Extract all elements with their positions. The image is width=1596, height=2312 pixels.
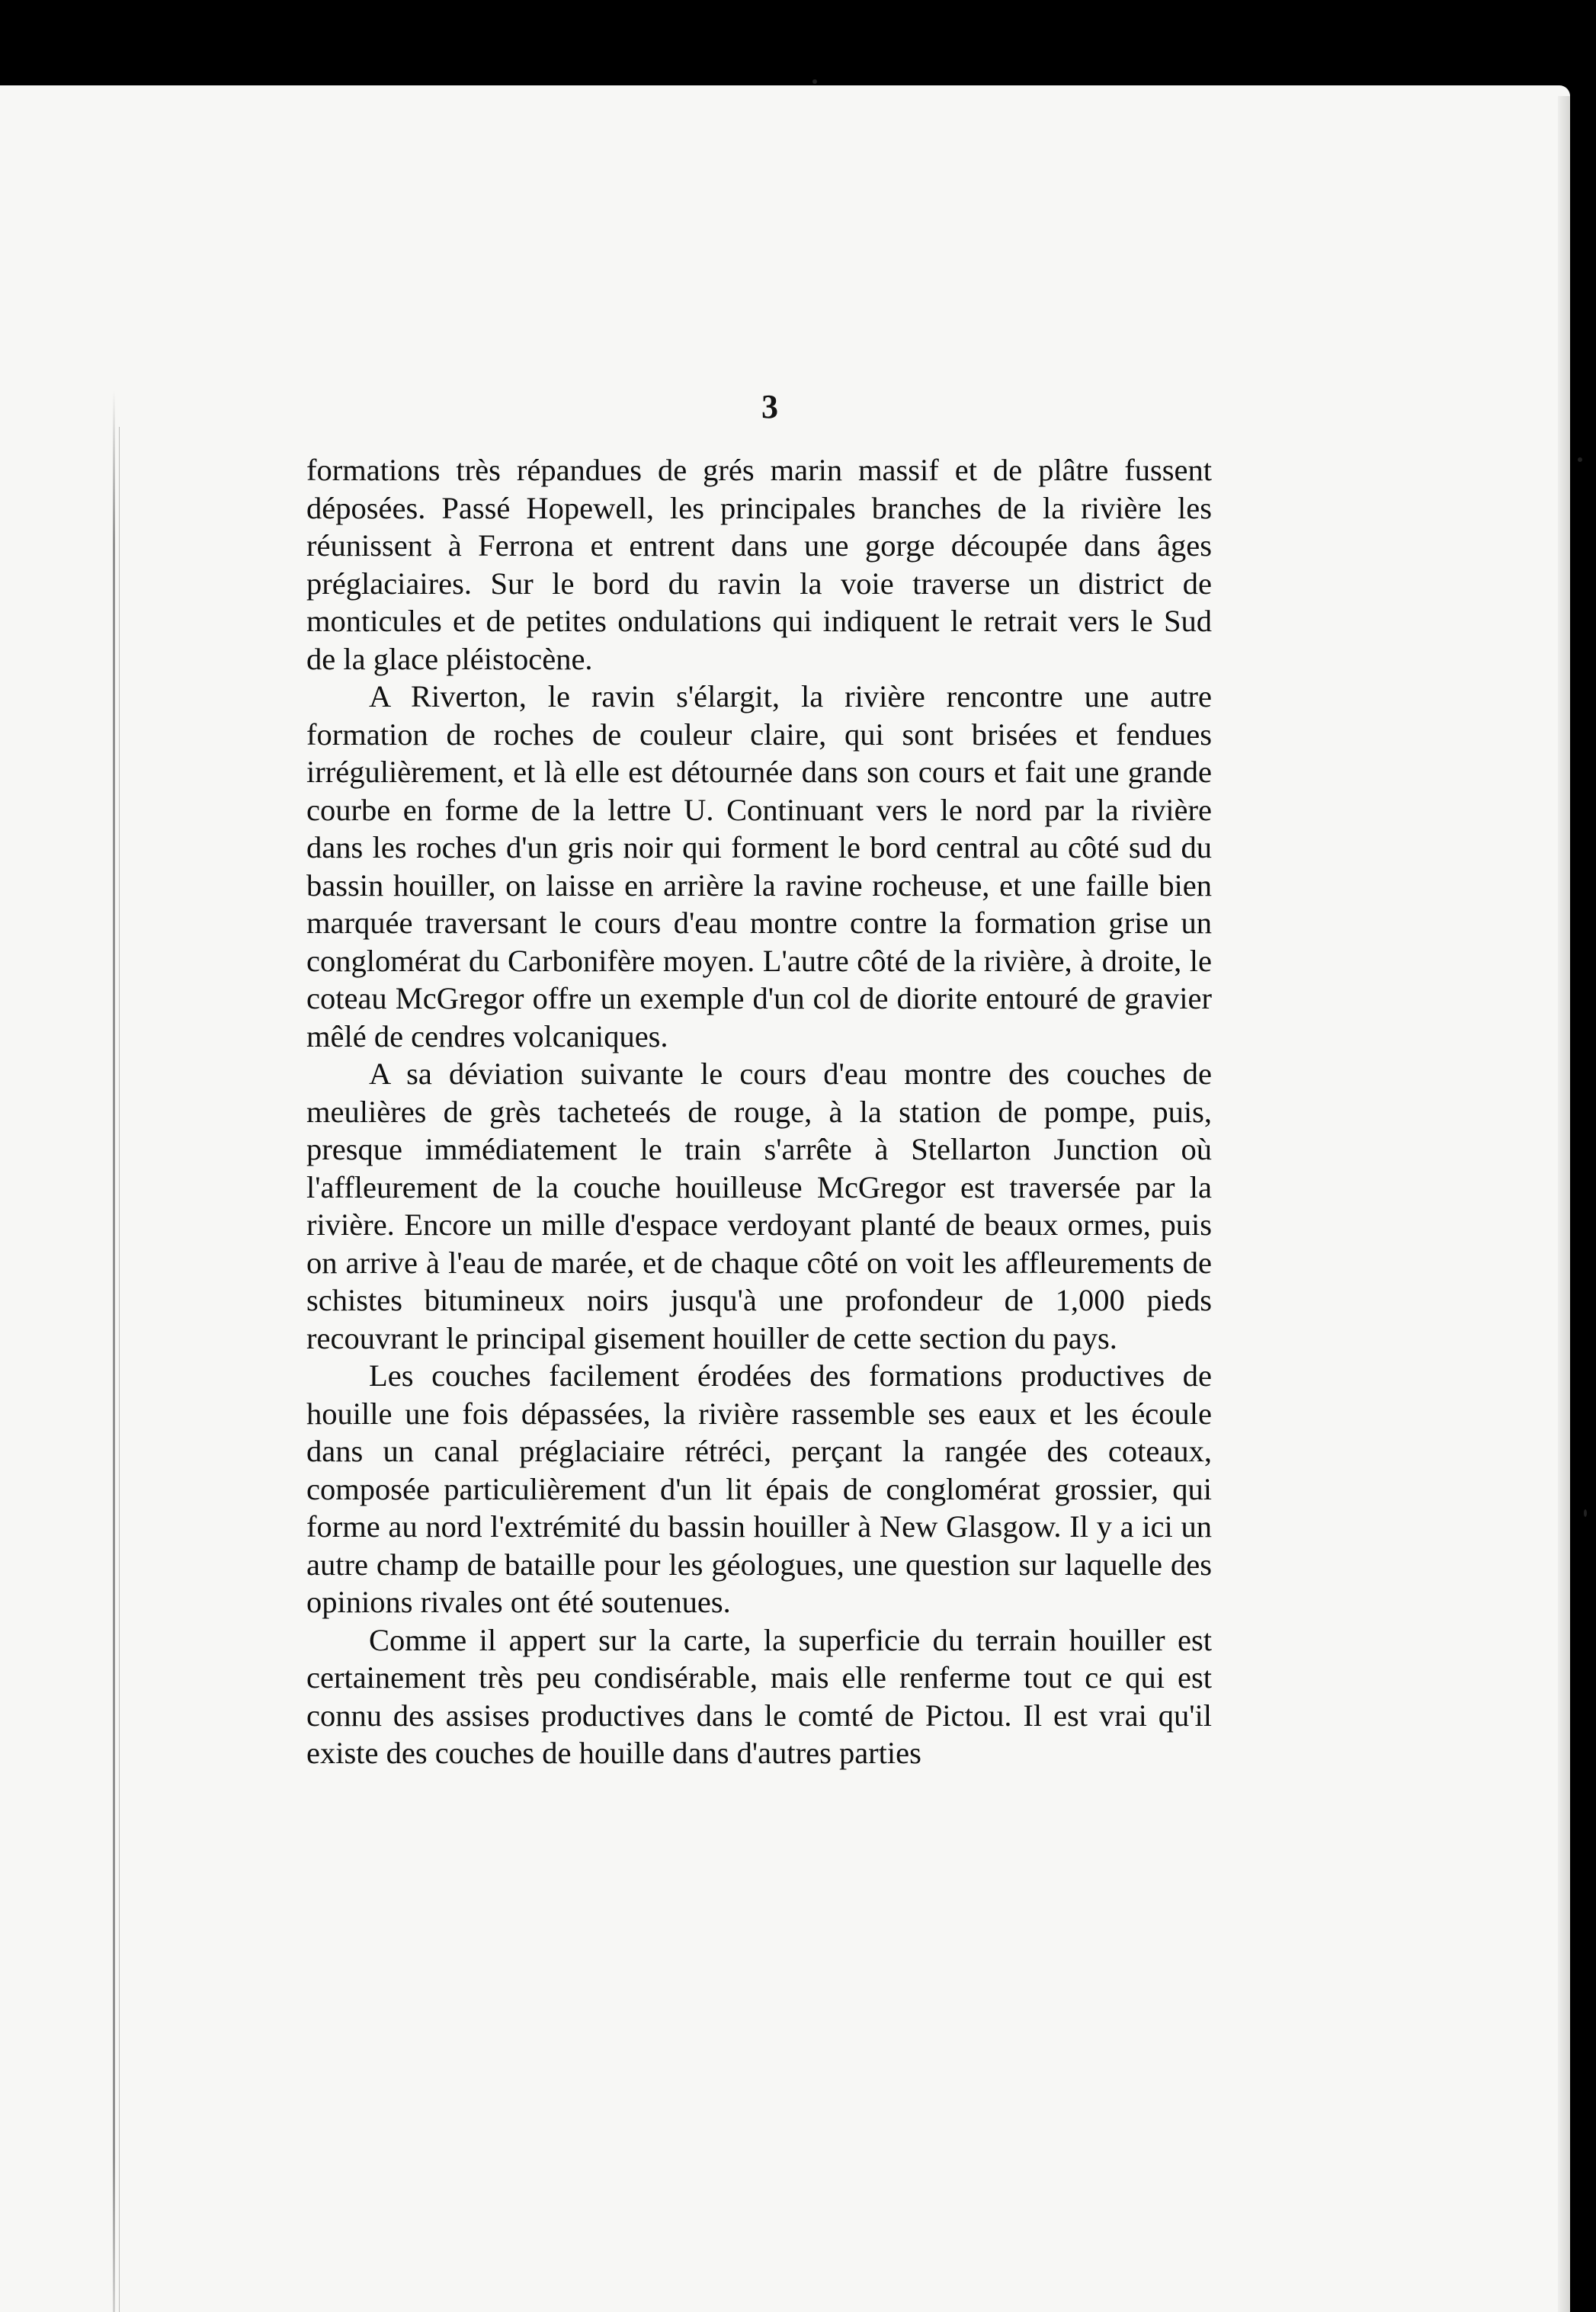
scan-speck [1584,1509,1587,1517]
body-text [306,451,1212,1772]
page-edge-shadow [1558,96,1570,2312]
scan-speck [1578,457,1582,462]
paragraph: A sa déviation suivante le cours d'eau montre des couches de meulières de grès tacheteés de rouge, à la station de pompe, puis, presque immédiatement le train s'arrête à Stellarton Junction où l'affleurement de la couche houilleuse McGregor est traversée par la rivière. Encore un mille d'espace verdoyant planté de beaux ormes, puis on arrive à l'eau de marée, et de chaque côté on voit les affleurements de schistes bitumineux noirs jusqu'à une profondeur de 1,000 pieds recouvrant le principal gisement houiller de cette section du pays. [306,1057,1212,1355]
scan-speck [812,79,817,84]
binding-fold-line-secondary [119,427,120,2312]
binding-fold-line [113,390,115,2312]
paragraph: formations très répandues de grés marin massif et de plâtre fussent déposées. Passé Hopewell, les principales branches de la rivière les réunissent à Ferrona et entrent dans une gorge découpée dans âges préglaciaires. Sur le bord du ravin la voie traverse un district de monticules et de petites ondulations qui indiquent le retrait vers le Sud de la glace pléistocène. [306,453,1212,676]
paragraph: Comme il appert sur la carte, la superficie du terrain houiller est certainement très peu condisérable, mais elle renferme tout ce qui est connu des assises productives dans le comté de Pictou. Il est vrai qu'il existe des couches de houille dans d'autres parties [306,1622,1212,1770]
paragraph: Les couches facilement érodées des formations productives de houille une fois dépassées, la rivière rassemble ses eaux et les écoule dans un canal préglaciaire rétréci, perçant la rangée des coteaux, composée particulièrement d'un lit épais de conglomérat grossier, qui forme au nord l'extrémité du bassin houiller à New Glasgow. Il y a ici un autre champ de bataille pour les géologues, une question sur laquelle des opinions rivales ont été soutenues. [306,1358,1212,1619]
page-number: 3 [761,388,778,425]
paragraph: A Riverton, le ravin s'élargit, la rivière rencontre une autre formation de roches de couleur claire, qui sont brisées et fendues irrégulièrement, et là elle est détournée dans son cours et fait une grande courbe en forme de la lettre U. Continuant vers le nord par la rivière dans les roches d'un gris noir qui forment le bord central au côté sud du bassin houiller, on laisse en arrière la ravine rocheuse, et une faille bien marquée traversant le cours d'eau montre contre la formation grise un conglomérat du Carbonifère moyen. L'autre côté de la rivière, à droite, le coteau McGregor offre un exemple d'un col de diorite entouré de gravier mêlé de cendres volcaniques. [306,679,1212,1053]
